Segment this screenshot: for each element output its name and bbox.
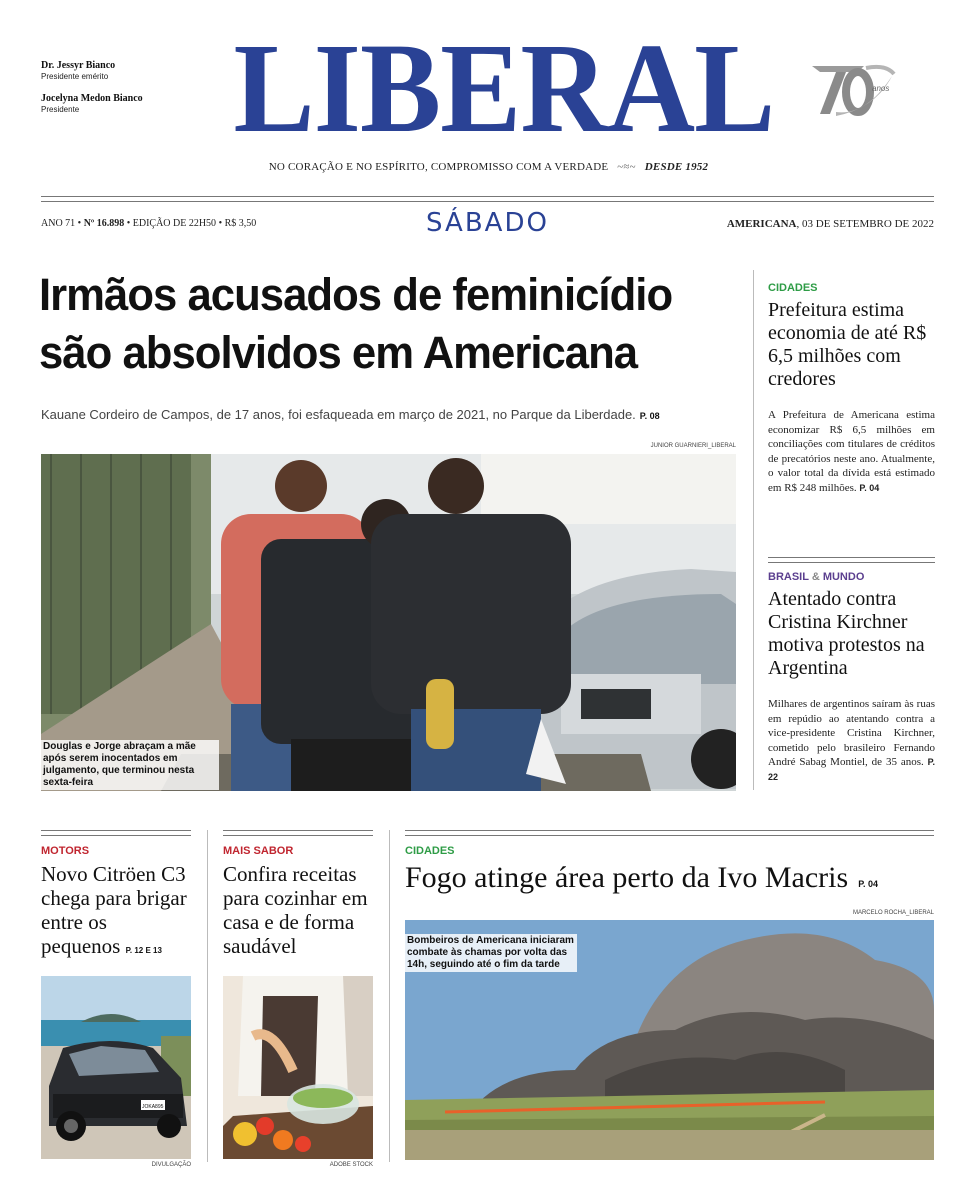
story-headline-text: Fogo atinge área perto da Ivo Macris [405, 861, 849, 894]
sabor-story[interactable] [223, 845, 375, 958]
section-kicker: CIDADES [768, 282, 818, 294]
section-kicker: CIDADES [405, 845, 455, 857]
car-photo-image [41, 976, 191, 1159]
sidebar-story-cidades[interactable] [768, 282, 935, 495]
anniversary-badge [806, 58, 896, 120]
divider [41, 830, 191, 836]
lead-photo[interactable] [41, 454, 736, 791]
photo-caption: Bombeiros de Americana iniciaram combate às chamas por volta das 14h, seguindo até o fim da tarde [405, 934, 577, 972]
section-kicker [768, 571, 935, 583]
story-headline: Confira receitas para cozinhar em casa e de forma saudável [223, 862, 368, 958]
page-reference: P. 08 [639, 411, 660, 421]
page-reference: P. 22 [768, 757, 936, 782]
since-text: DESDE 1952 [644, 161, 709, 173]
ornament-icon: ~≈~ [617, 161, 636, 173]
motors-story[interactable] [41, 845, 191, 958]
divider [223, 830, 373, 836]
edition-city: AMERICANA [726, 218, 797, 230]
lead-headline[interactable] [39, 266, 728, 382]
kicker-brasil: BRASIL [768, 571, 809, 583]
anniversary-badge-icon [806, 58, 896, 120]
staff-name: Dr. Jessyr Bianco [41, 60, 116, 71]
edition-info: ANO 71 • Nº 16.898 • EDIÇÃO DE 22H50 • R$ 3,50 [41, 218, 257, 229]
staff-list [41, 60, 211, 126]
section-kicker: MOTORS [41, 845, 90, 857]
photo-credit: ADOBE STOCK [329, 1162, 373, 1168]
edition-price: R$ 3,50 [224, 218, 257, 229]
edition-time: EDIÇÃO DE 22H50 [132, 218, 217, 229]
photo-caption: Douglas e Jorge abraçam a mãe após serem inocentados em julgamento, que terminou nesta sexta-feira [41, 740, 219, 790]
story-headline [405, 861, 935, 895]
svg-text:70: 70 [814, 88, 816, 89]
fire-photo[interactable] [405, 920, 934, 1160]
column-divider [207, 830, 208, 1162]
edition-number: Nº 16.898 [83, 218, 125, 229]
food-photo-image [223, 976, 373, 1159]
story-headline: Prefeitura estima economia de até R$ 6,5 milhões com credores [768, 299, 927, 390]
sidebar-story-mundo[interactable] [768, 571, 935, 784]
story-headline-text: Novo Citröen C3 chega para brigar entre os pequenos [41, 862, 187, 958]
photo-credit: MARCELO ROCHA_LIBERAL [852, 910, 934, 916]
column-divider [389, 830, 390, 1162]
staff-role: Presidente [41, 105, 80, 114]
motto-text: NO CORAÇÃO E NO ESPÍRITO, COMPROMISSO COM A VERDADE [268, 161, 609, 173]
edition-date: AMERICANA, 03 DE SETEMBRO DE 2022 [726, 218, 934, 230]
car-photo[interactable] [41, 976, 191, 1159]
story-headline [41, 862, 191, 958]
lead-headline-line: Irmãos acusados de feminicídio [39, 269, 673, 320]
lead-deck-text: Kauane Cordeiro de Campos, de 17 anos, foi esfaqueada em março de 2021, no Parque da Liberdade. [41, 407, 636, 422]
story-headline: Atentado contra Cristina Kirchner motiva protestos na Argentina [768, 588, 925, 679]
staff-name: Jocelyna Medon Bianco [41, 93, 143, 104]
divider [768, 557, 935, 563]
kicker-amp: & [811, 571, 820, 583]
section-kicker: MAIS SABOR [223, 845, 294, 857]
motto [120, 161, 857, 173]
photo-credit: DIVULGAÇÃO [151, 1162, 191, 1168]
lead-headline-line: são absolvidos em Americana [39, 327, 638, 378]
staff-role: Presidente emérito [41, 72, 109, 81]
story-body-text: Milhares de argentinos saíram às ruas em repúdio ao atentando contra a vice-presidente Cristina Kirchner, cometido pelo brasileiro Fernando André Sabag Montiel, de 35 anos. [768, 698, 935, 768]
kicker-mundo: MUNDO [822, 571, 865, 583]
divider [41, 196, 934, 202]
photo-credit: JUNIOR GUARNIERI_LIBERAL [650, 443, 736, 449]
story-body [768, 408, 935, 495]
column-divider [753, 270, 754, 790]
story-body-text: A Prefeitura de Americana estima economizar R$ 6,5 milhões em conciliações com titulares de créditos de precatórios neste ano. Atualmente, o valor total da dívida está estimado em R$ 248 milhões. [768, 409, 935, 494]
lead-deck [41, 407, 741, 422]
page-reference: P. 04 [859, 482, 880, 493]
weekday: SÁBADO [426, 208, 549, 238]
badge-word: anos [872, 84, 890, 93]
story-body [768, 697, 935, 784]
page-reference: P. 04 [858, 879, 879, 889]
newspaper-logo[interactable]: LIBERAL [233, 17, 775, 159]
food-photo[interactable] [223, 976, 373, 1159]
divider [405, 830, 934, 836]
edition-date-text: 03 DE SETEMBRO DE 2022 [802, 218, 934, 230]
license-plate: JOKA895 [142, 1104, 164, 1110]
page-reference: P. 12 E 13 [125, 946, 162, 955]
fire-story[interactable] [405, 845, 935, 895]
edition-year: ANO 71 [41, 218, 76, 229]
